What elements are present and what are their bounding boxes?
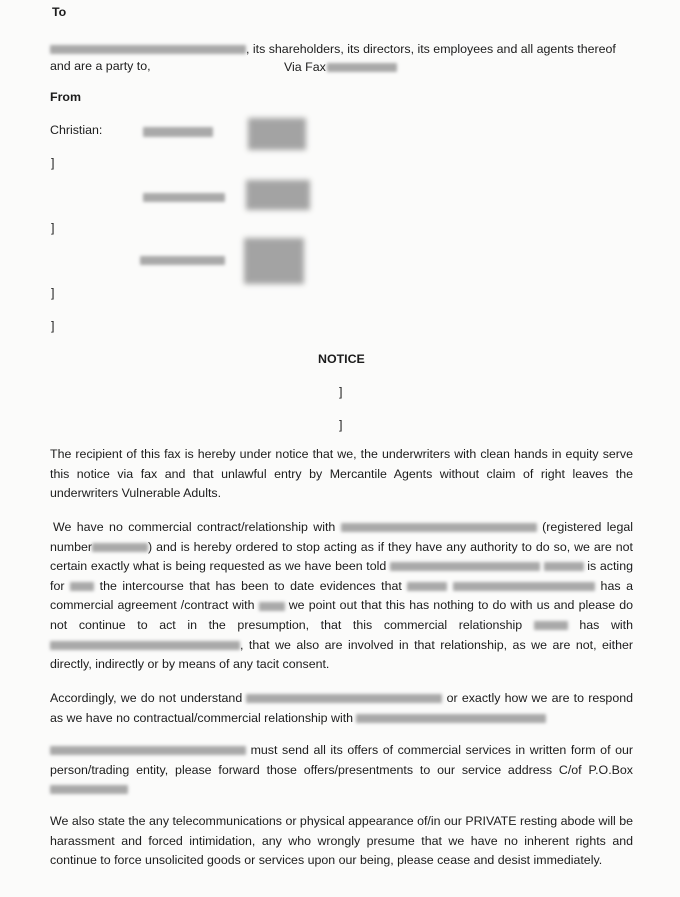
redacted-signature-2 [246, 180, 310, 210]
redacted-subject [246, 694, 442, 703]
via-fax-line [284, 59, 397, 75]
redacted-party-1 [390, 562, 540, 571]
bracket-1: ] [51, 156, 55, 170]
addressee-line [50, 41, 616, 57]
redacted-company-3 [50, 746, 246, 755]
bracket-2: ] [51, 221, 55, 235]
bracket-6: ] [339, 418, 343, 432]
redacted-party-5 [453, 582, 595, 591]
christian-label: Christian: [50, 123, 103, 137]
paragraph-2: We have no commercial contract/relationship with (registered legal number ) and is hereby ordered to stop acting as if they have any authority to do so, we are not certain exactly what is being requested as we have been told is acting for the intercourse that has been to date evidences that has a commercial agreement /contract with we point out that this has nothing to do with us and please do not continue to act in the presumption, that this commercial relationship has with , that we also are involved in that relationship, as we are not, either directly, indirectly or by means of any tacit consent. [50, 520, 633, 672]
redacted-company-2 [356, 714, 546, 723]
redacted-party-3 [70, 582, 94, 591]
paragraph-1: The recipient of this fax is hereby under notice that we, the underwriters with clean hands in equity serve this notice via fax and that unlawful entry by Mercantile Agents without claim of right leaves the underwriters Vulnerable Adults. [50, 447, 633, 501]
redacted-company [341, 523, 537, 532]
addressee-suffix: , its shareholders, its directors, its employees and all agents thereof [246, 42, 616, 56]
notice-title: NOTICE [318, 352, 365, 366]
redacted-party-7 [534, 621, 568, 630]
redacted-addressee [50, 45, 246, 54]
redacted-name-1 [143, 127, 213, 137]
redacted-registration [92, 543, 148, 552]
to-label: To [52, 5, 67, 19]
redacted-fax-number [327, 63, 397, 72]
paragraph-3: Accordingly, we do not understand or exactly how we are to respond as we have no contractual/commercial relationship with [50, 691, 633, 725]
redacted-name-2 [143, 193, 225, 202]
redacted-party-4 [407, 582, 447, 591]
paragraph-5: We also state the any telecommunications or physical appearance of/in our PRIVATE resting abode will be harassment and forced intimidation, any who wrongly presume that we have no inherent rights and continue to force unsolicited goods or services upon our being, please cease and desist immediately. [50, 814, 633, 868]
redacted-signature-1 [248, 118, 306, 150]
redacted-name-3 [140, 256, 225, 265]
redacted-party-2 [544, 562, 584, 571]
via-fax-label: Via Fax [284, 60, 326, 74]
redacted-party-6 [259, 602, 285, 611]
redacted-party-8 [50, 641, 240, 650]
bracket-3: ] [51, 286, 55, 300]
bracket-4: ] [51, 319, 55, 333]
party-line: and are a party to, [50, 59, 151, 73]
redacted-signature-3 [244, 238, 304, 284]
redacted-po-box [50, 785, 128, 794]
bracket-5: ] [339, 385, 343, 399]
from-label: From [50, 90, 81, 104]
paragraph-4: must send all its offers of commercial services in written form of our person/trading entity, please forward those offers/presentments to our service address C/of P.O.Box [50, 741, 633, 800]
